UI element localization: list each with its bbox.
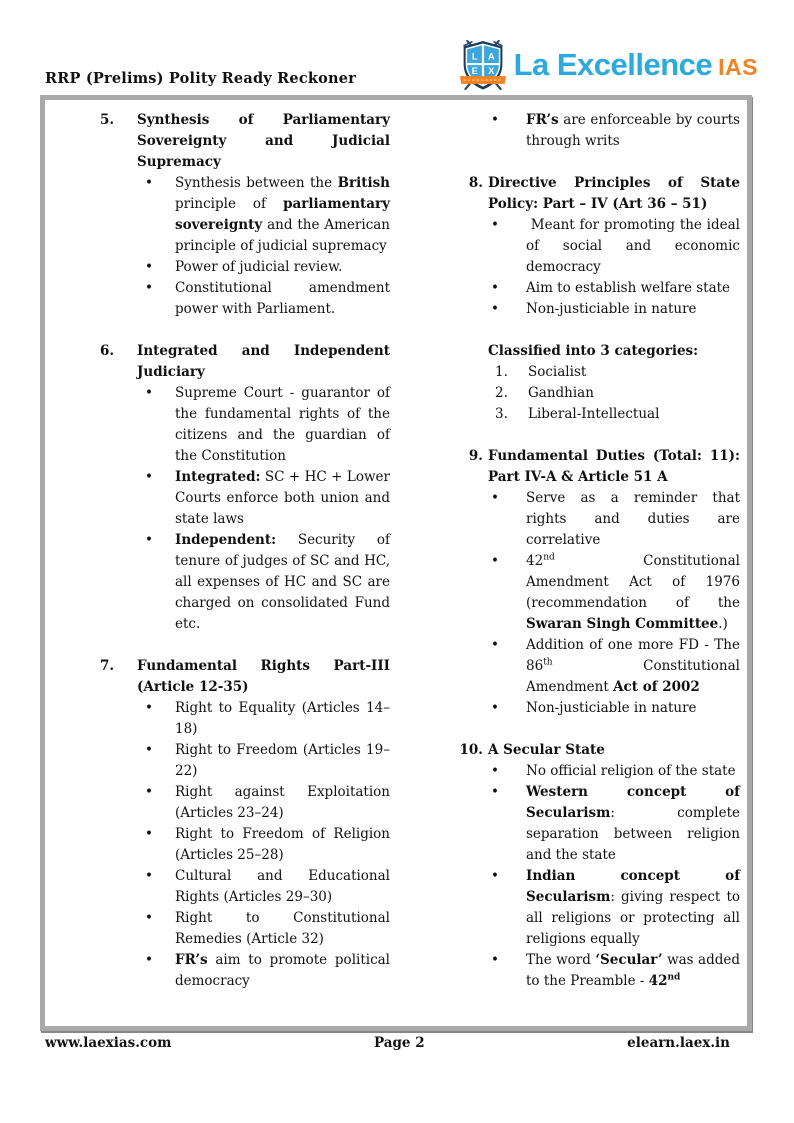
bullet-marker-icon: • [145,175,153,191]
bullet-text: Western concept of Secularism: complete separation between religion and the state [526,784,740,863]
brand-logo [459,38,758,92]
bullet-row [488,110,740,152]
bullet-text: Right to Freedom of Religion (Articles 25–28) [175,826,390,863]
bullet-row [137,740,390,782]
bullet-row [137,530,390,635]
bullet-marker-icon: • [145,532,153,548]
bullet-marker-icon: • [145,910,153,926]
content-box [40,95,752,1031]
bullet-text: Indian concept of Secularism: giving respect to all religions or protecting all religions equally [526,868,740,947]
item-number [453,341,488,425]
bullet-marker-icon: • [491,301,499,317]
item-body [488,740,740,992]
bullet-marker-icon: • [491,763,499,779]
bullet-row [488,782,740,866]
bullet-marker-icon: • [145,868,153,884]
page-footer [45,1035,730,1051]
content-block [453,110,740,152]
bullet-marker-icon: • [491,868,499,884]
bullet-text: FR’s are enforceable by courts through writs [526,112,740,149]
item-number: 9. [468,448,483,464]
bullet-marker-icon: • [145,952,153,968]
bullet-marker-icon: • [491,490,499,506]
numbered-text: Gandhian [528,385,594,401]
bullet-row [488,215,740,278]
bullet-row [488,866,740,950]
bullet-marker-icon: • [491,700,499,716]
bullet-text: Right to Equality (Articles 14–18) [175,700,390,737]
bullet-row [488,488,740,551]
shield-letter: E [471,66,478,77]
bullet-marker-icon: • [491,112,499,128]
item-number: 6. [100,343,115,359]
bullet-row [137,824,390,866]
bullet-text: Cultural and Educational Rights (Articles 29–30) [175,868,390,905]
numbered-marker: 2. [495,385,508,401]
shield-letter: A [487,51,495,62]
bullet-marker-icon: • [145,469,153,485]
item-body [488,110,740,152]
bullet-marker-icon: • [145,259,153,275]
brand-wordmark [514,47,758,83]
content-block [453,341,740,425]
bullet-text: Independent: Security of tenure of judges of SC and HC, all expenses of HC and SC are charged on consolidated Fund etc. [175,532,390,632]
bullet-marker-icon: • [491,280,499,296]
item-body [488,341,740,425]
bullet-marker-icon: • [145,742,153,758]
numbered-text: Socialist [528,364,587,380]
numbered-row [488,362,740,383]
footer-website: www.laexias.com [45,1035,172,1051]
bullet-text: No official religion of the state [526,763,736,779]
item-number: 7. [100,658,115,674]
document-title: RRP (Prelims) Polity Ready Reckoner [45,70,356,87]
numbered-row [488,404,740,425]
numbered-text: Liberal-Intellectual [528,406,660,422]
content-block [453,446,740,719]
shield-letter: X [487,66,494,77]
bullet-marker-icon: • [491,553,499,569]
item-body [488,446,740,719]
bullet-text: Addition of one more FD - The 86th Constitutional Amendment Act of 2002 [526,637,740,695]
content-block [453,740,740,992]
bullet-text: The word ‘Secular’ was added to the Preamble - 42nd [526,952,740,989]
item-heading: Fundamental Duties (Total: 11): Part IV-A & Article 51 A [488,448,740,485]
bullet-row [137,782,390,824]
bullet-text: 42nd Constitutional Amendment Act of 1976 (recommendation of the Swaran Singh Committee.) [526,552,740,632]
bullet-row [137,278,390,320]
bullet-row [137,383,390,467]
bullet-row [488,551,740,635]
bullet-row [137,173,390,257]
bullet-marker-icon: • [145,826,153,842]
bullet-row [488,278,740,299]
item-number: 5. [100,112,115,128]
bullet-row [488,299,740,320]
bullet-marker-icon: • [491,784,499,800]
item-body [137,110,390,320]
bullet-text: Aim to establish welfare state [526,280,731,296]
shield-letter: L [471,51,478,62]
numbered-marker: 1. [495,364,508,380]
bullet-marker-icon: • [491,637,499,653]
bullet-row [488,950,740,992]
item-heading: Fundamental Rights Part-III (Article 12-35) [137,658,390,695]
bullet-text: Serve as a reminder that rights and duties are correlative [526,490,740,548]
item-number: 8. [468,175,483,191]
bullet-text: Supreme Court - guarantor of the fundamental rights of the citizens and the guardian of the Constitution [175,385,390,464]
bullet-text: Non-justiciable in nature [526,700,697,716]
bullet-row [137,950,390,992]
bullet-row [137,908,390,950]
brand-suffix: IAS [718,54,758,80]
brand-name: La Excellence [513,47,713,82]
page-header [45,38,758,92]
bullet-text: Meant for promoting the ideal of social and economic democracy [526,217,740,275]
bullet-text: Power of judicial review. [175,259,343,275]
left-column [100,110,390,1026]
footer-portal: elearn.laex.in [627,1035,730,1051]
bullet-text: Integrated: SC + HC + Lower Courts enforce both union and state laws [175,469,390,527]
shield-logo-icon [459,38,507,92]
item-body [488,173,740,320]
bullet-marker-icon: • [491,217,499,233]
bullet-marker-icon: • [491,952,499,968]
content-block [100,656,390,992]
item-heading: Integrated and Independent Judiciary [137,343,390,380]
bullet-text: Synthesis between the British principle of parliamentary sovereignty and the American principle of judicial supremacy [175,175,390,254]
right-column [453,110,740,1026]
bullet-marker-icon: • [145,784,153,800]
item-number [453,110,488,152]
bullet-text: FR’s aim to promote political democracy [175,952,390,989]
bullet-row [137,698,390,740]
bullet-row [137,467,390,530]
item-heading: Classified into 3 categories: [488,343,699,359]
item-body [137,656,390,992]
bullet-marker-icon: • [145,700,153,716]
bullet-text: Right against Exploitation (Articles 23–24) [175,784,390,821]
bullet-row [137,866,390,908]
footer-page-number: Page 2 [373,1035,425,1051]
item-heading: Synthesis of Parliamentary Sovereignty and Judicial Supremacy [137,112,390,170]
bullet-row [137,257,390,278]
numbered-row [488,383,740,404]
bullet-text: Right to Freedom (Articles 19–22) [175,742,390,779]
bullet-row [488,698,740,719]
content-block [100,110,390,320]
bullet-row [488,635,740,698]
item-number: 10. [459,742,483,758]
bullet-marker-icon: • [145,280,153,296]
bullet-marker-icon: • [145,385,153,401]
numbered-marker: 3. [495,406,508,422]
bullet-text: Constitutional amendment power with Parliament. [175,280,390,317]
content-block [453,173,740,320]
item-heading: A Secular State [488,742,605,758]
bullet-text: Non-justiciable in nature [526,301,697,317]
item-heading: Directive Principles of State Policy: Part – IV (Art 36 – 51) [488,175,740,212]
bullet-row [488,761,740,782]
item-body [137,341,390,635]
bullet-text: Right to Constitutional Remedies (Article 32) [175,910,390,947]
content-block [100,341,390,635]
